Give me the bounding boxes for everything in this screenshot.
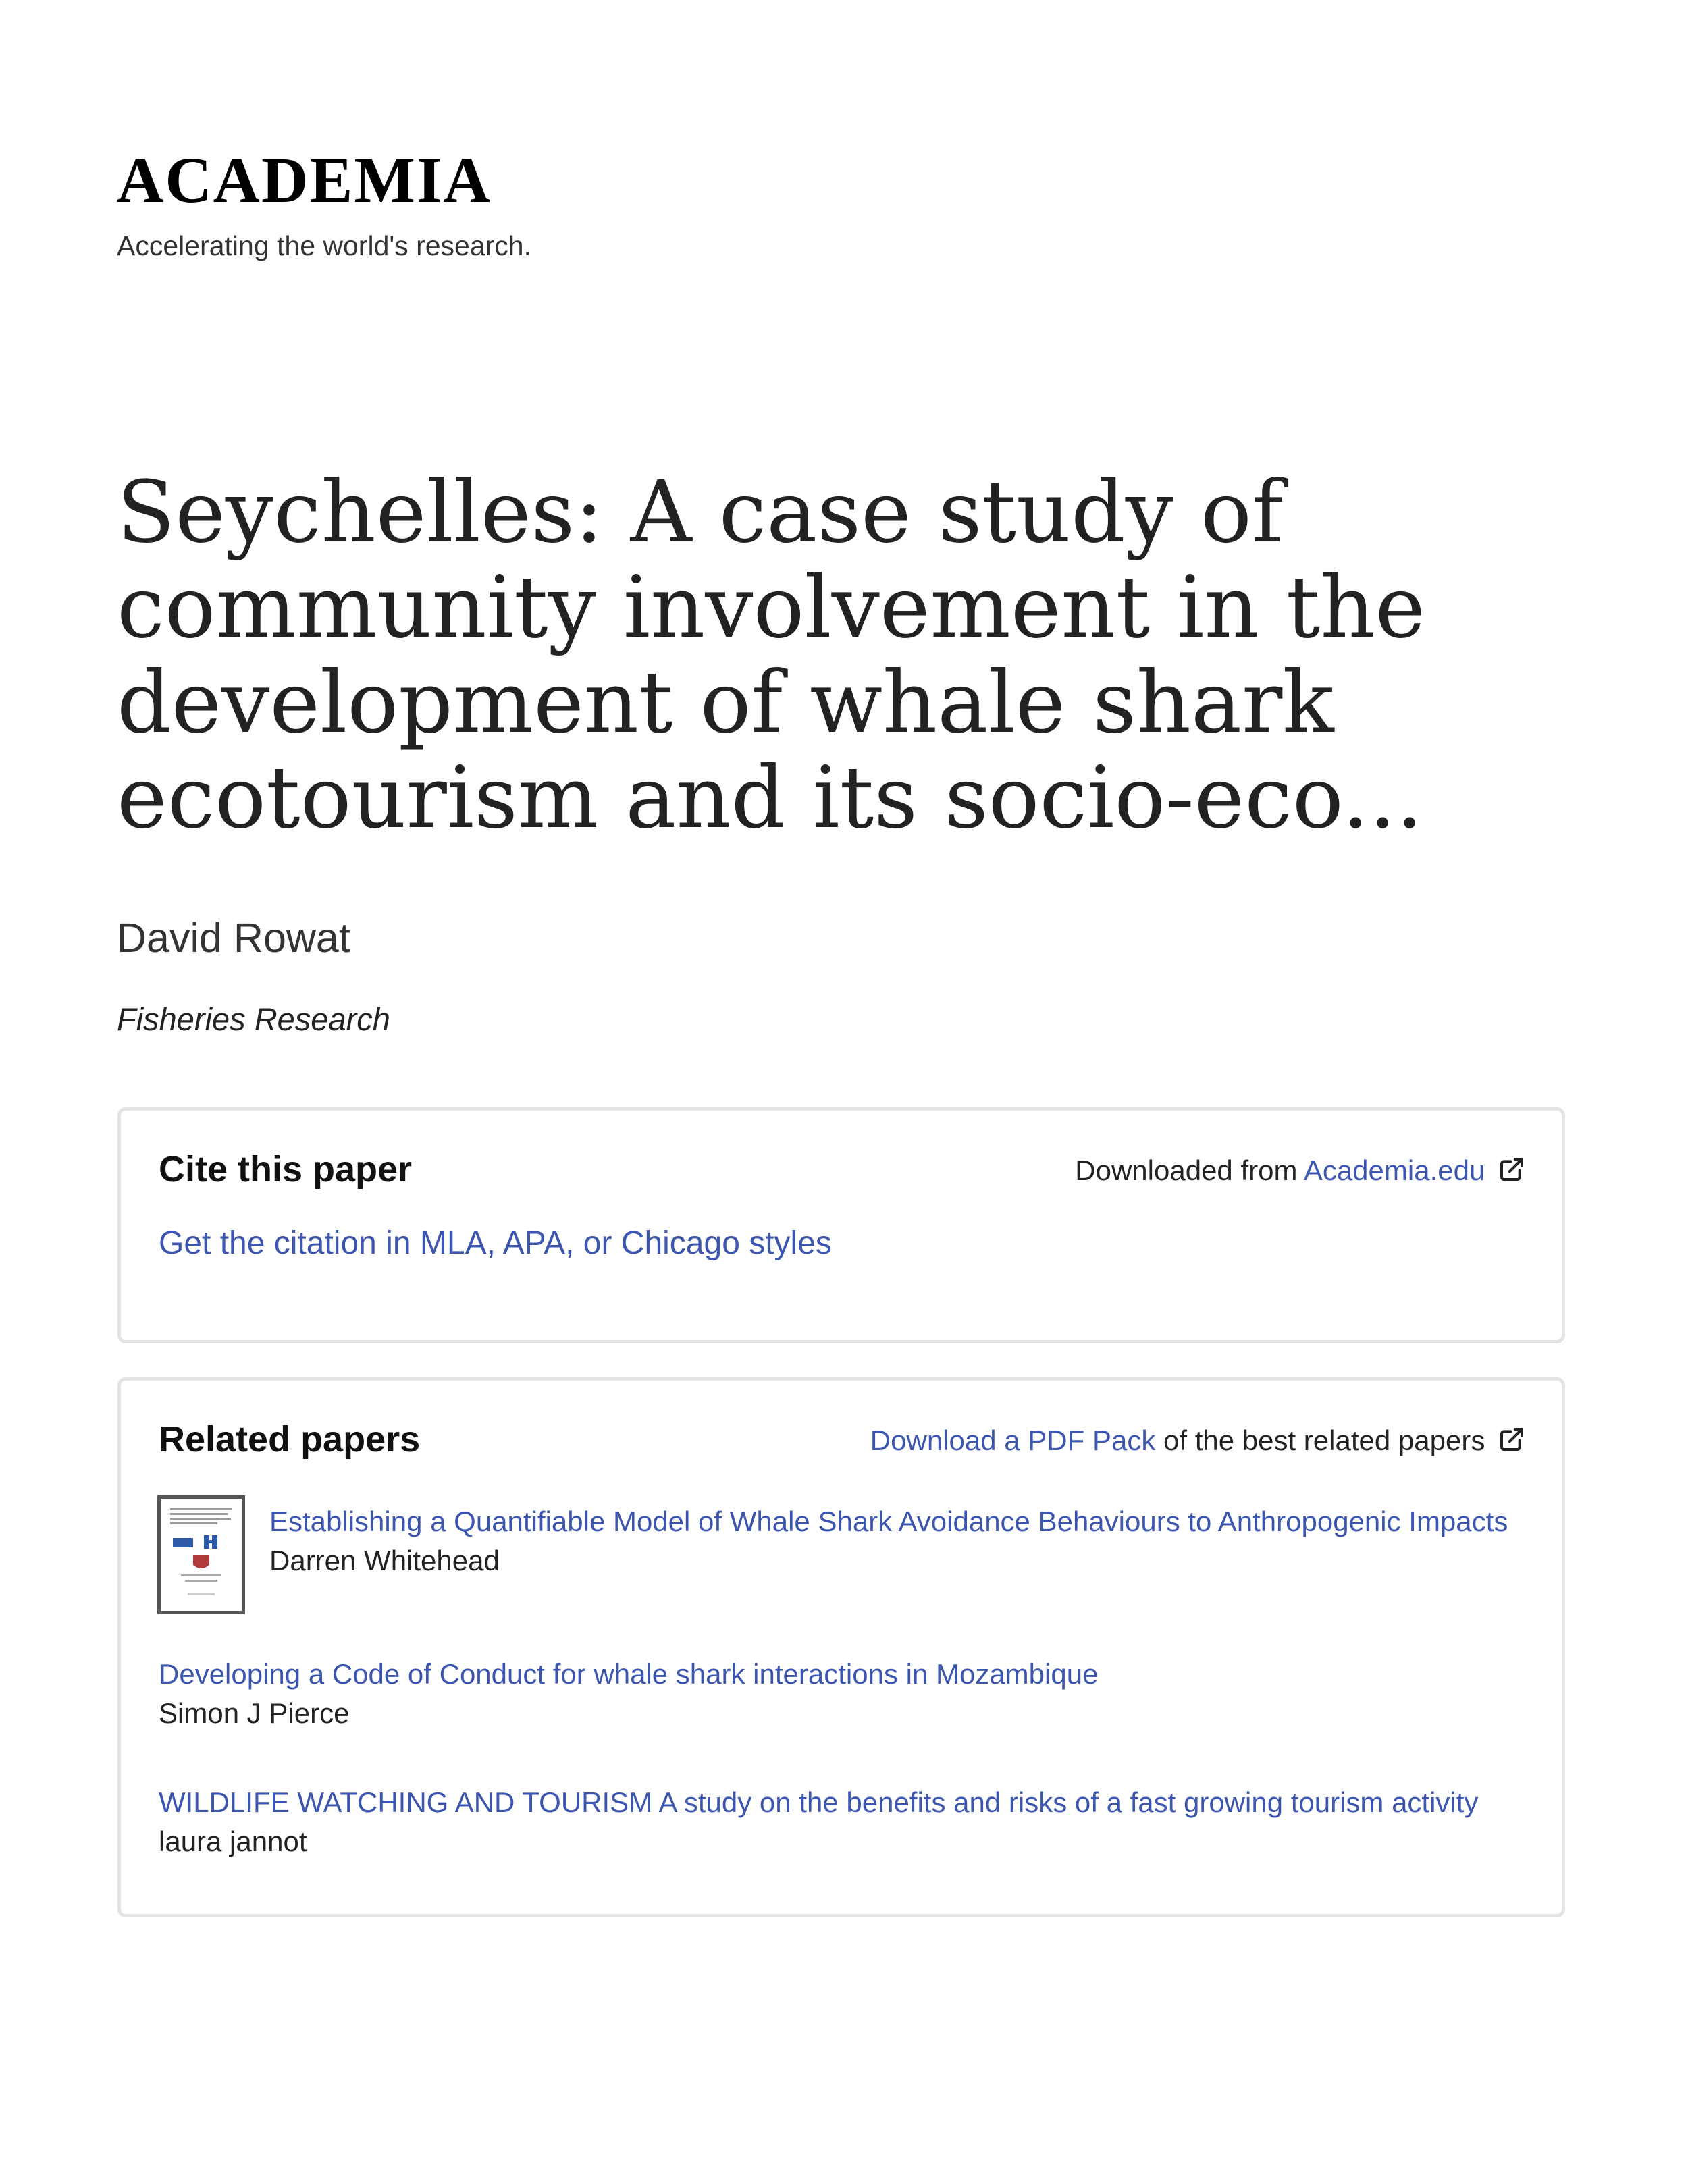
pdf-pack-suffix: of the best related papers bbox=[1163, 1424, 1485, 1456]
pdf-pack-link[interactable]: Download a PDF Pack bbox=[870, 1424, 1156, 1456]
paper-journal: Fisheries Research bbox=[117, 1001, 390, 1037]
downloaded-from bbox=[1075, 1152, 1525, 1189]
academia-edu-link[interactable]: Academia.edu bbox=[1303, 1154, 1485, 1186]
academia-logo[interactable]: ACADEMIA bbox=[117, 144, 492, 216]
related-paper-author: Darren Whitehead bbox=[269, 1545, 500, 1576]
related-paper-item bbox=[269, 1502, 1525, 1580]
paper-title: Seychelles: A case study of community involvement in the development of whale shark ecotourism and its socio-eco... bbox=[117, 462, 1426, 847]
thumbnail-graphic bbox=[161, 1499, 242, 1611]
related-paper-title[interactable]: Establishing a Quantifiable Model of Whale Shark Avoidance Behaviours to Anthropogenic Impacts bbox=[269, 1506, 1508, 1537]
related-paper-title[interactable]: WILDLIFE WATCHING AND TOURISM A study on the benefits and risks of a fast growing tourism activity bbox=[159, 1786, 1479, 1818]
related-paper-item bbox=[159, 1783, 1525, 1861]
brand-tagline: Accelerating the world's research. bbox=[117, 230, 531, 261]
cite-card bbox=[117, 1107, 1565, 1343]
related-heading: Related papers bbox=[159, 1419, 421, 1460]
pdf-pack bbox=[870, 1422, 1525, 1459]
paper-author: David Rowat bbox=[117, 915, 350, 961]
related-paper-item bbox=[159, 1655, 1525, 1733]
external-link-icon[interactable] bbox=[1498, 1156, 1525, 1183]
citation-styles-link[interactable]: Get the citation in MLA, APA, or Chicago styles bbox=[159, 1225, 832, 1261]
related-paper-author: laura jannot bbox=[159, 1826, 307, 1857]
related-paper-title[interactable]: Developing a Code of Conduct for whale shark interactions in Mozambique bbox=[159, 1658, 1099, 1690]
related-paper-author: Simon J Pierce bbox=[159, 1697, 350, 1729]
external-link-icon[interactable] bbox=[1498, 1426, 1525, 1453]
downloaded-from-label: Downloaded from bbox=[1075, 1154, 1298, 1186]
related-papers-card bbox=[117, 1377, 1565, 1917]
paper-thumbnail-icon[interactable] bbox=[157, 1495, 245, 1614]
cite-heading: Cite this paper bbox=[159, 1149, 413, 1190]
